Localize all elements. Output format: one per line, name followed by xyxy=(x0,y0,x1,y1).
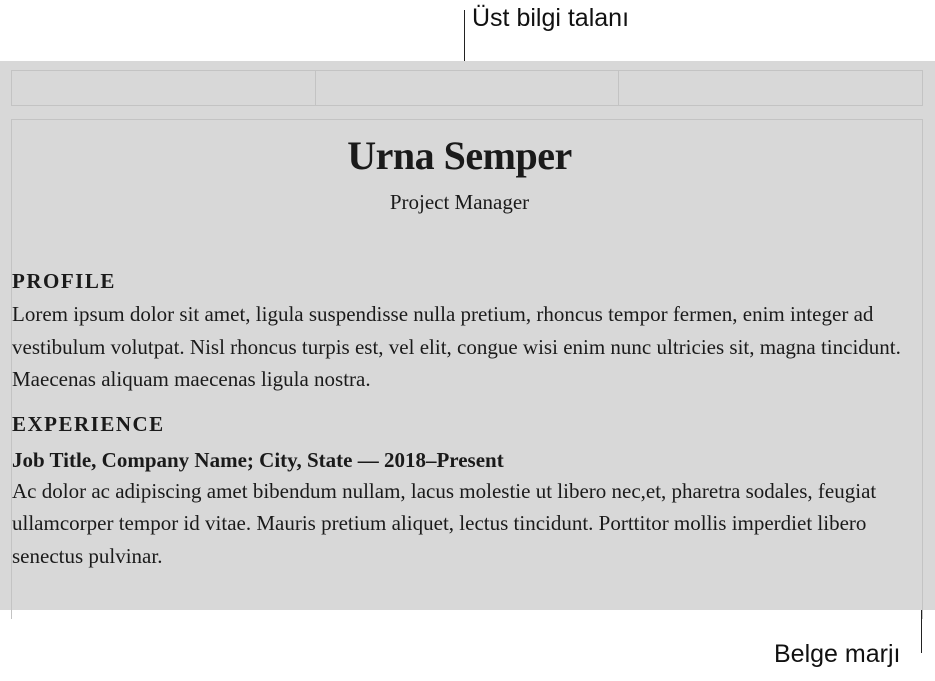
experience-paragraph[interactable]: Ac dolor ac adipiscing amet bibendum nullam, lacus molestie ut libero nec,et, pharetra sodales, feugiat ullamcorper tempor id vitae. Mauris pretium aliquet, lectus tincidunt. Porttitor mollis imperdiet libero senectus pulvinar. xyxy=(12,478,877,568)
document-page[interactable] xyxy=(0,61,935,610)
resume-name[interactable]: Urna Semper xyxy=(347,133,572,178)
profile-heading[interactable]: PROFILE xyxy=(12,269,116,293)
document-margin-callout-label: Belge marjı xyxy=(774,640,901,668)
document-body[interactable] xyxy=(12,119,907,572)
header-band[interactable] xyxy=(11,70,923,106)
profile-paragraph[interactable]: Lorem ipsum dolor sit amet, ligula suspendisse nulla pretium, rhoncus tempor fermen, enim integer ad vestibulum volutpat. Nisl rhoncus turpis est, vel elit, congue wisi enim nunc ultricies sit, magna tincidunt. Maecenas aliquam maecenas ligula nostra. xyxy=(12,302,901,391)
resume-role[interactable]: Project Manager xyxy=(389,190,530,214)
header-band-callout-label: Üst bilgi talanı xyxy=(472,4,630,32)
document-margin-leader-line xyxy=(921,610,922,653)
experience-job-line[interactable]: Job Title, Company Name; City, State — 2018–Present xyxy=(12,447,504,472)
experience-heading[interactable]: EXPERIENCE xyxy=(12,411,165,436)
header-field-right[interactable] xyxy=(619,71,922,105)
header-field-center[interactable] xyxy=(316,71,620,105)
header-field-left[interactable] xyxy=(12,71,316,105)
